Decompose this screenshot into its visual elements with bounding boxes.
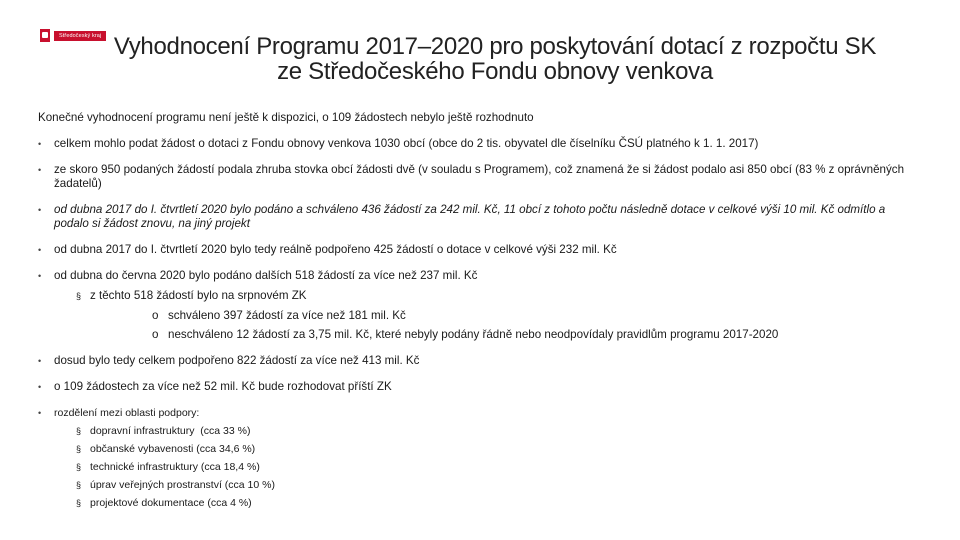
bullet-item (38, 406, 918, 510)
slide-content (38, 111, 918, 522)
bullet-text: od dubna 2017 do I. čtvrtletí 2020 bylo tedy reálně podpořeno 425 žádostí o dotace v celkové výši 232 mil. Kč (54, 243, 617, 256)
sub-sub-bullet-list (90, 309, 918, 342)
crest-icon (40, 29, 50, 42)
areas-list (54, 424, 918, 510)
area-item (54, 442, 918, 456)
logo-badge: Středočeský kraj (54, 31, 106, 41)
area-item (54, 460, 918, 474)
area-text: projektové dokumentace (cca 4 %) (90, 497, 252, 509)
sub-sub-bullet-text: schváleno 397 žádostí za více než 181 mil. Kč (168, 309, 406, 322)
sub-sub-bullet-item (90, 309, 918, 323)
bullet-text: rozdělení mezi oblasti podpory: (54, 407, 200, 419)
sub-sub-bullet-item (90, 328, 918, 342)
area-text: občanské vybavenosti (cca 34,6 %) (90, 443, 256, 455)
bullet-item (38, 380, 918, 394)
area-text: technické infrastruktury (cca 18,4 %) (90, 461, 260, 473)
title-line-2: ze Středočeského Fondu obnovy venkova (277, 58, 713, 85)
bullet-text: od dubna do června 2020 bylo podáno dalších 518 žádostí za více než 237 mil. Kč (54, 269, 478, 282)
bullet-item (38, 354, 918, 368)
bullet-text: ze skoro 950 podaných žádostí podala zhruba stovka obcí žádosti dvě (v souladu s Programem), což znamená že si žádost podalo asi 850 obcí (83 % z oprávněných žadatelů) (54, 163, 905, 190)
bullet-text: o 109 žádostech za více než 52 mil. Kč bude rozhodovat příští ZK (54, 380, 392, 393)
bullet-item (38, 269, 918, 342)
area-text: dopravní infrastruktury (cca 33 %) (90, 425, 251, 437)
bullet-item (38, 137, 918, 151)
main-bullet-list (38, 137, 918, 510)
area-item (54, 478, 918, 492)
area-item (54, 496, 918, 510)
sub-sub-bullet-text: neschváleno 12 žádostí za 3,75 mil. Kč, které nebyly podány řádně nebo neodpovídaly pravidlům programu 2017-2020 (168, 328, 779, 341)
bullet-text: dosud bylo tedy celkem podpořeno 822 žádostí za více než 413 mil. Kč (54, 354, 420, 367)
bullet-item (38, 243, 918, 257)
bullet-text: od dubna 2017 do I. čtvrtletí 2020 bylo podáno a schváleno 436 žádostí za 242 mil. Kč, 11 obcí z tohoto počtu následně dotace v celkové výši 10 mil. Kč odmítlo a podalo si žádost znovu, na jiný projekt (54, 203, 886, 230)
bullet-text: celkem mohlo podat žádost o dotaci z Fondu obnovy venkova 1030 obcí (obce do 2 tis. obyvatel dle číselníku ČSÚ platného k 1. 1. 2017) (54, 137, 759, 150)
bullet-item (38, 203, 918, 231)
bullet-item (38, 163, 918, 191)
area-text: úprav veřejných prostranství (cca 10 %) (90, 479, 275, 491)
slide-title (100, 34, 890, 84)
sub-bullet-item (54, 289, 918, 342)
sub-bullet-text: z těchto 518 žádostí bylo na srpnovém ZK (90, 289, 307, 302)
logo (40, 29, 106, 42)
sub-bullet-list (54, 289, 918, 342)
area-item (54, 424, 918, 438)
title-line-1: Vyhodnocení Programu 2017–2020 pro poskytování dotací z rozpočtu SK (113, 33, 877, 60)
intro-text: Konečné vyhodnocení programu není ještě k dispozici, o 109 žádostech nebylo ještě rozhodnuto (38, 111, 534, 124)
